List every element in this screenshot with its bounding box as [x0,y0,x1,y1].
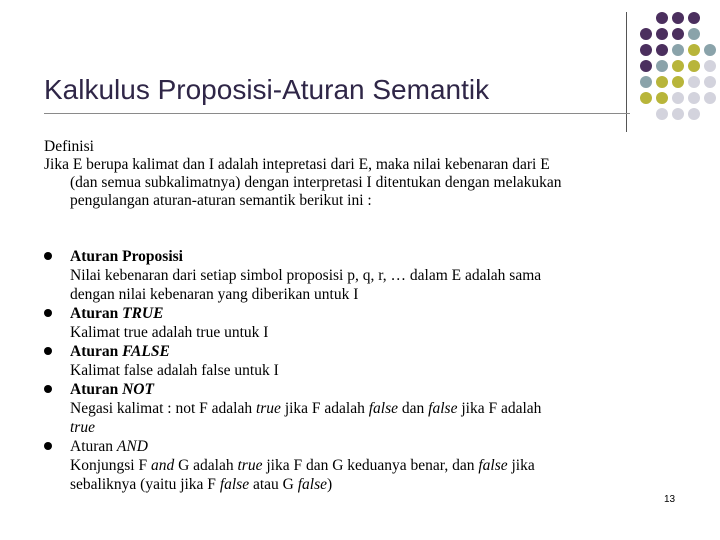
decorative-dot [672,12,684,24]
decorative-dot [656,60,668,72]
rule-heading: Aturan Proposisi [70,248,183,265]
definition-line-2: (dan semua subkalimatnya) dengan interpretasi I ditentukan dengan melakukan [70,174,562,191]
rule-heading-term: TRUE [122,305,164,322]
decorative-dot [688,28,700,40]
rule-heading-prefix: Aturan [70,305,123,322]
decorative-dot [688,60,700,72]
rule-item-false [44,342,654,380]
definition-line-3: pengulangan aturan-aturan semantik berikut ini : [70,192,372,209]
decorative-dot [672,92,684,104]
rule-text: dengan nilai kebenaran yang diberikan untuk I [70,286,359,303]
page-number: 13 [664,494,676,505]
decorative-dot [656,12,668,24]
rule-heading-term: AND [116,438,148,455]
decorative-dot [640,44,652,56]
bullet-dot-icon [44,309,52,317]
decorative-dot [704,76,716,88]
decorative-dot [672,76,684,88]
rule-heading-prefix: Aturan [70,343,123,360]
decorative-dot [704,92,716,104]
decorative-dot [672,44,684,56]
decorative-dot [640,76,652,88]
decorative-dot [688,108,700,120]
rule-item-and [44,437,654,494]
decorative-dot [640,28,652,40]
rule-text: sebaliknya (yaitu jika F false atau G false) [70,476,333,493]
decorative-dot [640,92,652,104]
rule-heading-prefix: Aturan [70,438,117,455]
rule-text: Kalimat true adalah true untuk I [70,324,269,341]
decorative-dot [672,28,684,40]
decorative-dot [640,60,652,72]
title-vertical-divider [626,12,627,132]
decorative-dot [688,92,700,104]
rule-item-not [44,380,654,437]
definition-heading: Definisi [44,138,94,155]
decorative-dot [656,76,668,88]
rule-text: true [70,419,95,436]
decorative-dot [672,108,684,120]
page-title: Kalkulus Proposisi-Aturan Semantik [44,74,490,105]
rule-heading-prefix: Aturan [70,381,123,398]
decorative-dot [688,44,700,56]
decorative-dot [656,28,668,40]
decorative-dot [688,12,700,24]
rule-text: Nilai kebenaran dari setiap simbol proposisi p, q, r, … dalam E adalah sama [70,267,542,284]
rule-heading-term: FALSE [122,343,170,360]
rules-list [44,247,654,494]
bullet-dot-icon [44,442,52,450]
rule-text: Konjungsi F and G adalah true jika F dan G keduanya benar, dan false jika [70,457,535,474]
title-underline [44,113,630,114]
bullet-dot-icon [44,252,52,260]
definition-block [44,138,684,210]
rule-item-proposisi [44,247,654,304]
rule-heading-term: NOT [122,381,154,398]
bullet-dot-icon [44,385,52,393]
decorative-dot [688,76,700,88]
decorative-dot [704,60,716,72]
decorative-dot [656,92,668,104]
decorative-dot [672,60,684,72]
rule-text: Negasi kalimat : not F adalah true jika F adalah false dan false jika F adalah [70,400,542,417]
decorative-dot [656,108,668,120]
rule-text: Kalimat false adalah false untuk I [70,362,279,379]
definition-line-1: Jika E berupa kalimat dan I adalah intepretasi dari E, maka nilai kebenaran dari E [44,156,550,173]
decorative-dot [704,44,716,56]
rule-item-true [44,304,654,342]
bullet-dot-icon [44,347,52,355]
decorative-dot [656,44,668,56]
